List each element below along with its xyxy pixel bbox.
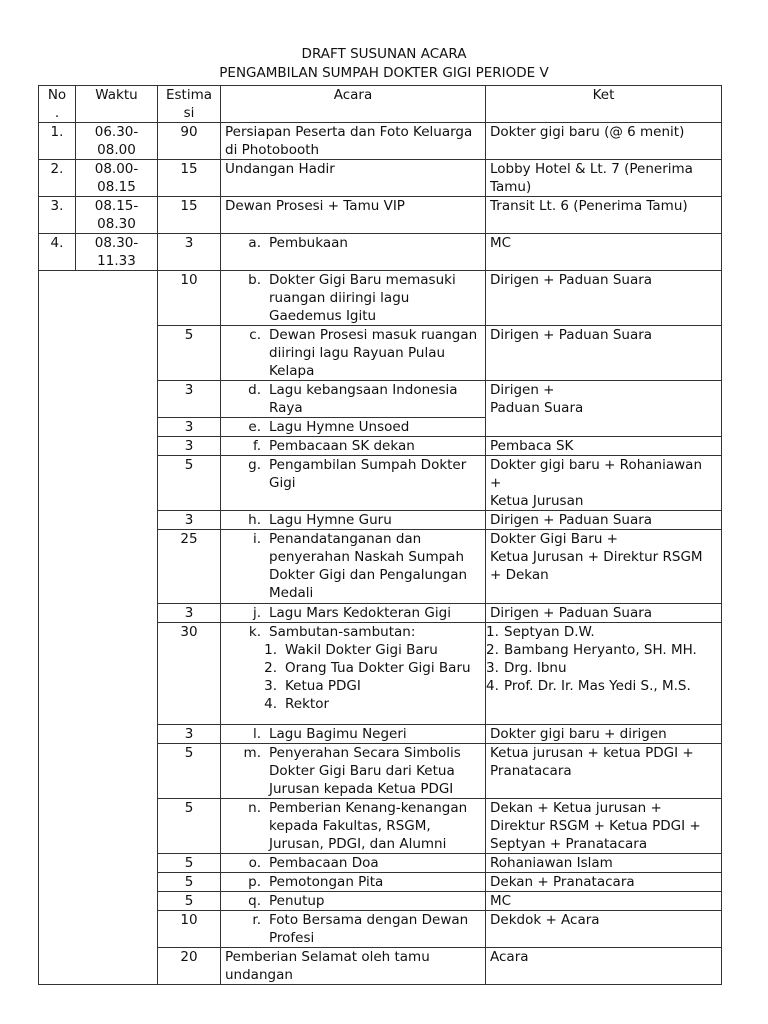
row-acara [221, 854, 486, 873]
row-acara [221, 604, 486, 623]
item-text: Sambutan-sambutan: [269, 624, 416, 640]
item-text: Foto Bersama dengan Dewan Profesi [269, 912, 469, 946]
item-letter: b. [248, 272, 261, 288]
item-letter: c. [249, 327, 261, 343]
item-text: Penyerahan Secara Simbolis Dokter Gigi Baru dari Ketua Jurusan kepada Ketua PDGI [269, 745, 461, 797]
row-acara [221, 744, 486, 799]
row-estimasi: 3 [158, 437, 221, 456]
table-header-row [39, 86, 722, 123]
row-estimasi: 5 [158, 799, 221, 854]
row-ket: Dirigen + Paduan Suara [486, 381, 722, 437]
row-ket: Dokter gigi baru + Rohaniawan + Ketua Jurusan [486, 456, 722, 511]
row-acara [221, 623, 486, 725]
row-estimasi: 25 [158, 530, 221, 604]
row-ket: Pembaca SK [486, 437, 722, 456]
merged-empty-cell [39, 271, 158, 985]
item-text: Pemberian Kenang-kenangan kepada Fakultas, RSGM, Jurusan, PDGI, dan Alumni [269, 800, 468, 852]
item-text: Lagu Hymne Guru [269, 512, 392, 528]
item-text: Penutup [269, 893, 325, 909]
header-acara: Acara [221, 86, 486, 123]
row-estimasi: 90 [158, 123, 221, 160]
table-row [39, 271, 722, 326]
item-letter: m. [243, 745, 261, 761]
item-text: Dokter Gigi Baru memasuki ruangan diiringi lagu Gaedemus Igitu [269, 272, 456, 324]
table-row [39, 234, 722, 271]
item-text: Penandatanganan dan penyerahan Naskah Sumpah Dokter Gigi dan Pengalungan Medali [269, 531, 468, 601]
row-estimasi: 3 [158, 234, 221, 271]
ket-list-item: 2. Bambang Heryanto, SH. MH. [486, 642, 697, 658]
row-ket: Lobby Hotel & Lt. 7 (Penerima Tamu) [486, 160, 722, 197]
row-estimasi: 5 [158, 873, 221, 892]
row-estimasi: 3 [158, 381, 221, 418]
row-ket: Transit Lt. 6 (Penerima Tamu) [486, 197, 722, 234]
row-acara [221, 725, 486, 744]
row-ket: Dokter gigi baru (@ 6 menit) [486, 123, 722, 160]
row-ket: MC [486, 892, 722, 911]
item-letter: d. [248, 382, 261, 398]
item-text: Lagu kebangsaan Indonesia Raya [269, 382, 458, 416]
header-estimasi: Estima si [158, 86, 221, 123]
row-no: 2. [39, 160, 76, 197]
row-acara: Persiapan Peserta dan Foto Keluarga di Photobooth [221, 123, 486, 160]
row-ket: Dekdok + Acara [486, 911, 722, 948]
table-row [39, 197, 722, 234]
item-text: Pemotongan Pita [269, 874, 384, 890]
item-letter: o. [248, 855, 261, 871]
ket-list-item: 4. Prof. Dr. Ir. Mas Yedi S., M.S. [486, 678, 691, 694]
row-acara [221, 271, 486, 326]
item-letter: a. [248, 235, 261, 251]
row-estimasi: 5 [158, 892, 221, 911]
document-subtitle: PENGAMBILAN SUMPAH DOKTER GIGI PERIODE V [219, 65, 549, 81]
row-estimasi: 5 [158, 456, 221, 511]
row-acara [221, 437, 486, 456]
header-ket: Ket [486, 86, 722, 123]
row-ket: Rohaniawan Islam [486, 854, 722, 873]
item-text: Pembacaan SK dekan [269, 438, 415, 454]
sub-list-item: 4. Rektor [264, 696, 330, 712]
row-acara [221, 418, 486, 437]
item-letter: p. [248, 874, 261, 890]
item-text: Pembacaan Doa [269, 855, 379, 871]
row-ket: Dirigen + Paduan Suara [486, 604, 722, 623]
row-estimasi: 3 [158, 418, 221, 437]
row-estimasi: 30 [158, 623, 221, 725]
item-letter: r. [252, 912, 261, 928]
item-text: Dewan Prosesi masuk ruangan diiringi lagu Rayuan Pulau Kelapa [269, 327, 478, 379]
row-estimasi: 3 [158, 604, 221, 623]
row-acara [221, 234, 486, 271]
row-estimasi: 20 [158, 948, 221, 985]
row-estimasi: 3 [158, 511, 221, 530]
row-acara: Undangan Hadir [221, 160, 486, 197]
row-ket: Dirigen + Paduan Suara [486, 271, 722, 326]
row-no: 3. [39, 197, 76, 234]
header-waktu: Waktu [76, 86, 158, 123]
item-text: Lagu Mars Kedokteran Gigi [269, 605, 451, 621]
sub-list-item: 2. Orang Tua Dokter Gigi Baru [264, 660, 471, 676]
item-letter: h. [248, 512, 261, 528]
row-waktu: 08.15- 08.30 [76, 197, 158, 234]
item-text: Lagu Bagimu Negeri [269, 726, 407, 742]
row-estimasi: 10 [158, 911, 221, 948]
sub-list-item: 1. Wakil Dokter Gigi Baru [264, 642, 438, 658]
row-acara: Dewan Prosesi + Tamu VIP [221, 197, 486, 234]
schedule-table [38, 85, 722, 985]
row-estimasi: 5 [158, 326, 221, 381]
table-row [39, 123, 722, 160]
row-acara: Pemberian Selamat oleh tamu undangan [221, 948, 486, 985]
row-acara [221, 326, 486, 381]
row-ket: Acara [486, 948, 722, 985]
row-estimasi: 15 [158, 197, 221, 234]
row-ket: Dokter gigi baru + dirigen [486, 725, 722, 744]
item-letter: n. [248, 800, 261, 816]
row-ket: Dekan + Ketua jurusan + Direktur RSGM + Ketua PDGI + Septyan + Pranatacara [486, 799, 722, 854]
row-waktu: 08.00- 08.15 [76, 160, 158, 197]
item-letter: q. [248, 893, 261, 909]
item-letter: e. [248, 419, 261, 435]
row-ket: Dokter Gigi Baru + Ketua Jurusan + Direktur RSGM + Dekan [486, 530, 722, 604]
table-row [39, 160, 722, 197]
row-acara [221, 381, 486, 418]
item-text: Lagu Hymne Unsoed [269, 419, 410, 435]
ket-list-item: 1. Septyan D.W. [486, 624, 595, 640]
row-acara [221, 511, 486, 530]
row-estimasi: 5 [158, 854, 221, 873]
row-waktu: 06.30- 08.00 [76, 123, 158, 160]
row-acara [221, 911, 486, 948]
item-letter: f. [252, 438, 261, 454]
row-ket: Dekan + Pranatacara [486, 873, 722, 892]
row-waktu: 08.30- 11.33 [76, 234, 158, 271]
item-text: Pengambilan Sumpah Dokter Gigi [269, 457, 467, 491]
row-acara [221, 892, 486, 911]
row-ket: MC [486, 234, 722, 271]
row-estimasi: 15 [158, 160, 221, 197]
item-letter: k. [248, 624, 261, 640]
row-acara [221, 799, 486, 854]
item-letter: j. [252, 605, 261, 621]
row-acara [221, 530, 486, 604]
row-no: 1. [39, 123, 76, 160]
row-ket: Ketua jurusan + ketua PDGI + Pranatacara [486, 744, 722, 799]
ket-list-item: 3. Drg. Ibnu [486, 660, 567, 676]
row-ket: Dirigen + Paduan Suara [486, 326, 722, 381]
sub-list-item: 3. Ketua PDGI [264, 678, 361, 694]
row-ket: Dirigen + Paduan Suara [486, 511, 722, 530]
item-text: Pembukaan [269, 235, 348, 251]
document-title: DRAFT SUSUNAN ACARA [301, 46, 467, 62]
header-no: No . [39, 86, 76, 123]
row-ket [486, 623, 722, 725]
item-letter: g. [248, 457, 261, 473]
item-letter: l. [252, 726, 261, 742]
row-estimasi: 5 [158, 744, 221, 799]
item-letter: i. [252, 531, 261, 547]
row-no: 4. [39, 234, 76, 271]
row-estimasi: 10 [158, 271, 221, 326]
row-acara [221, 873, 486, 892]
row-acara [221, 456, 486, 511]
row-estimasi: 3 [158, 725, 221, 744]
